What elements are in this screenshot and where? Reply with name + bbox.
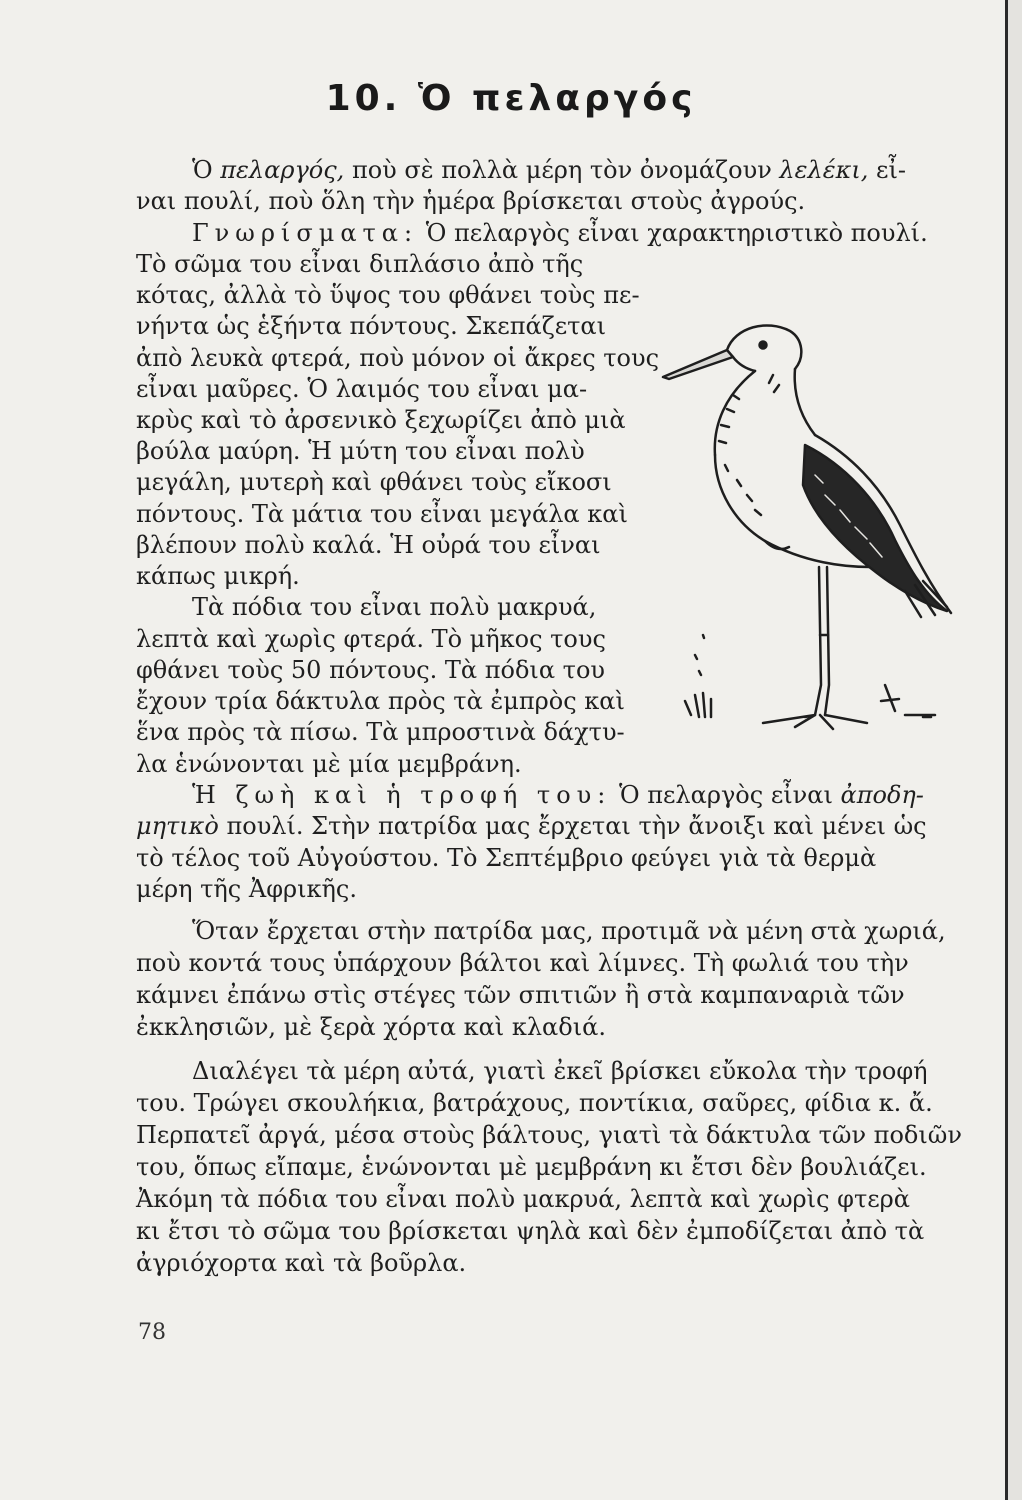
text-line: μέρη τῆς Ἀφρικῆς. xyxy=(136,875,357,903)
text-line: ἐκκλησιῶν, μὲ ξερὰ χόρτα καὶ κλαδιά. xyxy=(136,1013,606,1041)
text-line: εἶναι μαῦρες. Ὁ λαιμός του εἶναι μα- xyxy=(136,375,588,403)
page-margin xyxy=(1008,0,1022,1500)
text-line: Ὁ πελαργός, ποὺ σὲ πολλὰ μέρη τὸν ὀνομάζουν λελέκι, εἶ- xyxy=(192,156,906,184)
page-number: 78 xyxy=(138,1320,166,1345)
text-line: μεγάλη, μυτερὴ καὶ φθάνει τοὺς εἴκοσι xyxy=(136,468,612,496)
text-line: ἔχουν τρία δάκτυλα πρὸς τὰ ἐμπρὸς καὶ xyxy=(136,687,625,715)
page-edge-line xyxy=(1005,0,1008,1500)
text-line: λα ἑνώνονται μὲ μία μεμβράνη. xyxy=(136,750,522,778)
text-line: τὸ τέλος τοῦ Αὐγούστου. Τὸ Σεπτέμβριο φεύγει γιὰ τὰ θερμὰ xyxy=(136,844,877,872)
text-line: λεπτὰ καὶ χωρὶς φτερά. Τὸ μῆκος τους xyxy=(136,625,606,653)
text-line: κι ἔτσι τὸ σῶμα του βρίσκεται ψηλὰ καὶ δὲν ἐμποδίζεται ἀπὸ τὰ xyxy=(136,1217,925,1245)
chapter-title: 10. Ὁ πελαργός xyxy=(325,78,697,119)
text-line: ποὺ κοντά τους ὑπάρχουν βάλτοι καὶ λίμνες. Τὴ φωλιά του τὴν xyxy=(136,949,909,977)
stork-illustration xyxy=(655,305,955,755)
text-line: του. Τρώγει σκουλήκια, βατράχους, ποντίκια, σαῦρες, φίδια κ. ἄ. xyxy=(136,1089,933,1117)
section-heading: Γνωρίσματα: xyxy=(192,219,419,247)
text-line: ἕνα πρὸς τὰ πίσω. Τὰ μπροστινὰ δάχτυ- xyxy=(136,718,625,746)
text-line: ἀγριόχορτα καὶ τὰ βοῦρλα. xyxy=(136,1249,467,1277)
text-line: Ὅταν ἔρχεται στὴν πατρίδα μας, προτιμᾶ νὰ μένη στὰ χωριά, xyxy=(192,917,946,945)
text-line: μητικὸ πουλί. Στὴν πατρίδα μας ἔρχεται τὴν ἄνοιξι καὶ μένει ὡς xyxy=(136,812,927,840)
text-line: φθάνει τοὺς 50 πόντους. Τὰ πόδια του xyxy=(136,656,605,684)
text-line: νήντα ὡς ἑξήντα πόντους. Σκεπάζεται xyxy=(136,312,607,340)
text-line: Τὰ πόδια του εἶναι πολὺ μακρυά, xyxy=(192,593,597,621)
text-line: Ἀκόμη τὰ πόδια του εἶναι πολὺ μακρυά, λεπτὰ καὶ χωρὶς φτερὰ xyxy=(136,1185,910,1213)
text-line: ναι πουλί, ποὺ ὅλη τὴν ἡμέρα βρίσκεται στοὺς ἀγρούς. xyxy=(136,187,806,215)
text-line: Διαλέγει τὰ μέρη αὐτά, γιατὶ ἐκεῖ βρίσκει εὔκολα τὴν τροφή xyxy=(192,1057,928,1085)
text-line: του, ὅπως εἴπαμε, ἑνώνονται μὲ μεμβράνη κι ἔτσι δὲν βουλιάζει. xyxy=(136,1153,927,1181)
text-line: ἀπὸ λευκὰ φτερά, ποὺ μόνον οἱ ἄκρες τους xyxy=(136,344,660,372)
text-line: Τὸ σῶμα του εἶναι διπλάσιο ἀπὸ τῆς xyxy=(136,250,584,278)
text-line: κάμνει ἐπάνω στὶς στέγες τῶν σπιτιῶν ἢ στὰ καμπαναριὰ τῶν xyxy=(136,981,905,1009)
text-line: κρὺς καὶ τὸ ἀρσενικὸ ξεχωρίζει ἀπὸ μιὰ xyxy=(136,406,626,434)
section-heading: Ἡ ζωὴ καὶ ἡ τροφή του: xyxy=(192,781,612,809)
text-line: κάπως μικρή. xyxy=(136,562,300,590)
text-line: βλέπουν πολὺ καλά. Ἡ οὐρά του εἶναι xyxy=(136,531,601,559)
text-line: πόντους. Τὰ μάτια του εἶναι μεγάλα καὶ xyxy=(136,500,628,528)
text-line: Περπατεῖ ἀργά, μέσα στοὺς βάλτους, γιατὶ τὰ δάκτυλα τῶν ποδιῶν xyxy=(136,1121,962,1149)
text-line: Ἡ ζωὴ καὶ ἡ τροφή του: Ὁ πελαργὸς εἶναι ἀποδη- xyxy=(192,781,924,809)
text-line: κότας, ἀλλὰ τὸ ὕψος του φθάνει τοὺς πε- xyxy=(136,281,640,309)
text-line: Γνωρίσματα: Ὁ πελαργὸς εἶναι χαρακτηριστικὸ πουλί. xyxy=(192,219,928,247)
text-line: βούλα μαύρη. Ἡ μύτη του εἶναι πολὺ xyxy=(136,437,585,465)
